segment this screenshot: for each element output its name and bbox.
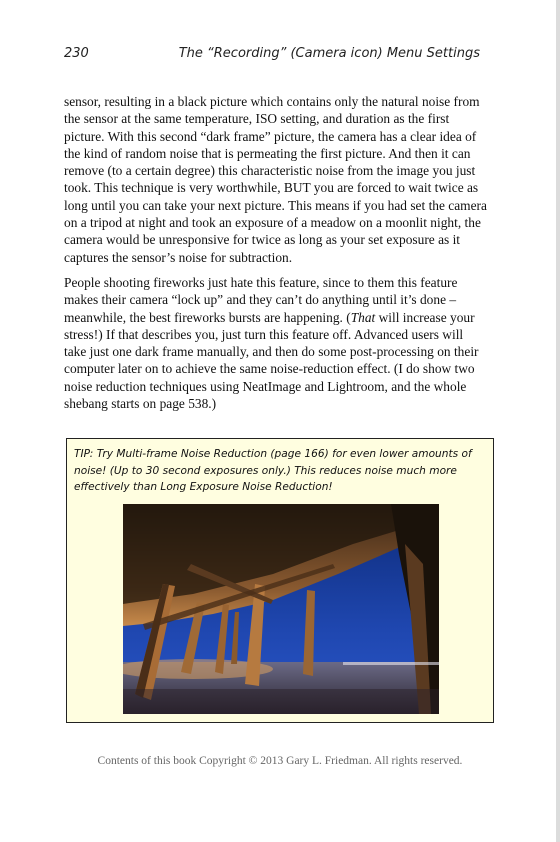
p2-text-end: will increase your stress!) If that describes you, just turn this feature off. Advanced users will take just one dark frame manually, and then do some post-processing on their computer later on to achieve the same noise-reduction effect. (I do show two noise reduction techniques using NeatImage and Lightroom, and the whole shebang starts on page 538.) bbox=[64, 309, 479, 412]
tip-box bbox=[66, 438, 494, 723]
paragraph-fireworks bbox=[64, 274, 488, 412]
pier-photo bbox=[123, 504, 439, 714]
tip-text: TIP: Try Multi-frame Noise Reduction (page 166) for even lower amounts of noise! (Up to 30 second exposures only.) This reduces noise much more effectively than Long Exposure Noise Reduction! bbox=[74, 448, 472, 493]
page-number: 230 bbox=[64, 46, 89, 61]
paragraph-dark-frame: sensor, resulting in a black picture which contains only the natural noise from the sensor at the same temperature, ISO setting, and duration as the first picture. With this second “dark frame” picture, the camera has a clear idea of the kind of random noise that is permeating the first picture. And then it can remove (to a certain degree) this characteristic noise from the image you just took. This technique is very worthwhile, BUT you are forced to wait twice as long until you can take your next picture. This means if you had set the camera on a tripod at night and took an exposure of a meadow on a moonlit night, the camera would be unresponsive for twice as long as your set exposure as it captures the sensor’s noise for subtraction. bbox=[64, 94, 487, 265]
p2-italic: That bbox=[350, 309, 376, 325]
body-text bbox=[64, 93, 488, 420]
running-header bbox=[64, 46, 480, 68]
p2-text-start: People shooting fireworks just hate this feature, since to them this feature makes their camera “lock up” and they can’t do anything until it’s done – meanwhile, the best fireworks bursts are happening. ( bbox=[64, 274, 458, 325]
page-edge bbox=[556, 0, 560, 842]
chapter-title: The “Recording” (Camera icon) Menu Settings bbox=[178, 46, 480, 61]
copyright-footer: Contents of this book Copyright © 2013 Gary L. Friedman. All rights reserved. bbox=[97, 755, 463, 767]
